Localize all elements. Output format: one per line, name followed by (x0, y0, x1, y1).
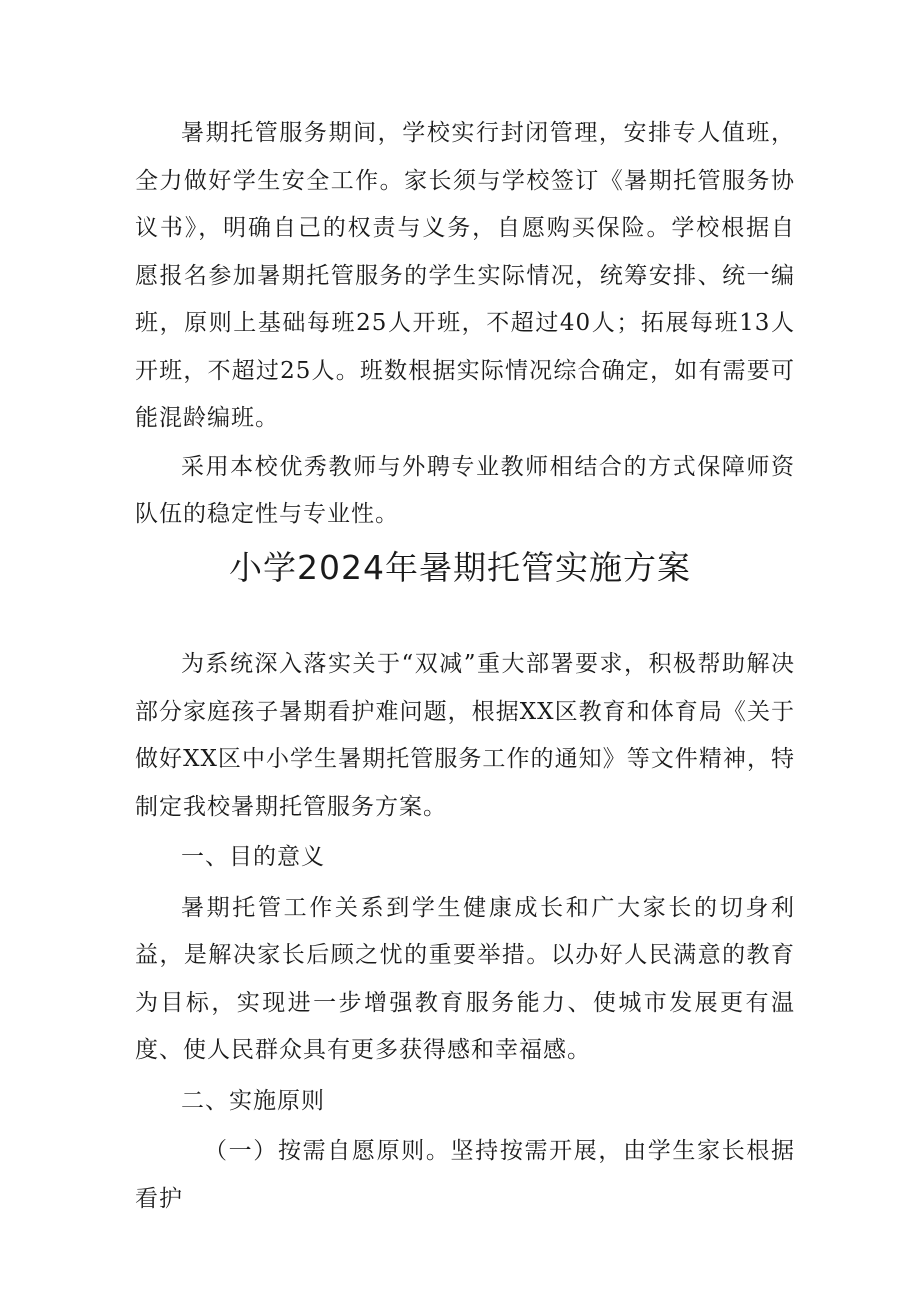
paragraph-teachers: 采用本校优秀教师与外聘专业教师相结合的方式保障师资队伍的稳定性与专业性。 (135, 453, 795, 527)
top-section (135, 110, 795, 539)
section-heading-principles: 二、实施原则 (181, 1087, 325, 1114)
paragraph-management: 暑期托管服务期间，学校实行封闭管理，安排专人值班，全力做好学生安全工作。家长须与学校签订《暑期托管服务协议书》，明确自己的权责与义务，自愿购买保险。学校根据自愿报名参加暑期托管服务的学生实际情况，统筹安排、统一编班，原则上基础每班25人开班，不超过40人；拓展每班13人开班，不超过25人。班数根据实际情况综合确定，如有需要可能混龄编班。 (135, 120, 795, 431)
body-section (135, 641, 795, 1223)
paragraph-intro: 为系统深入落实关于“双减”重大部署要求，积极帮助解决部分家庭孩子暑期看护难问题，根据XX区教育和体育局《关于做好XX区中小学生暑期托管服务工作的通知》等文件精神，特制定我校暑期托管服务方案。 (135, 651, 795, 820)
document-title: 小学2024年暑期托管实施方案 (229, 548, 691, 587)
section-heading-purpose: 一、目的意义 (181, 844, 325, 870)
principle-item-1: （一）按需自愿原则。坚持按需开展，由学生家长根据看护 (135, 1138, 795, 1212)
paragraph-purpose: 暑期托管工作关系到学生健康成长和广大家长的切身利益，是解决家长后顾之忧的重要举措。以办好人民满意的教育为目标，实现进一步增强教育服务能力、使城市发展更有温度、使人民群众具有更多获得感和幸福感。 (135, 894, 795, 1063)
